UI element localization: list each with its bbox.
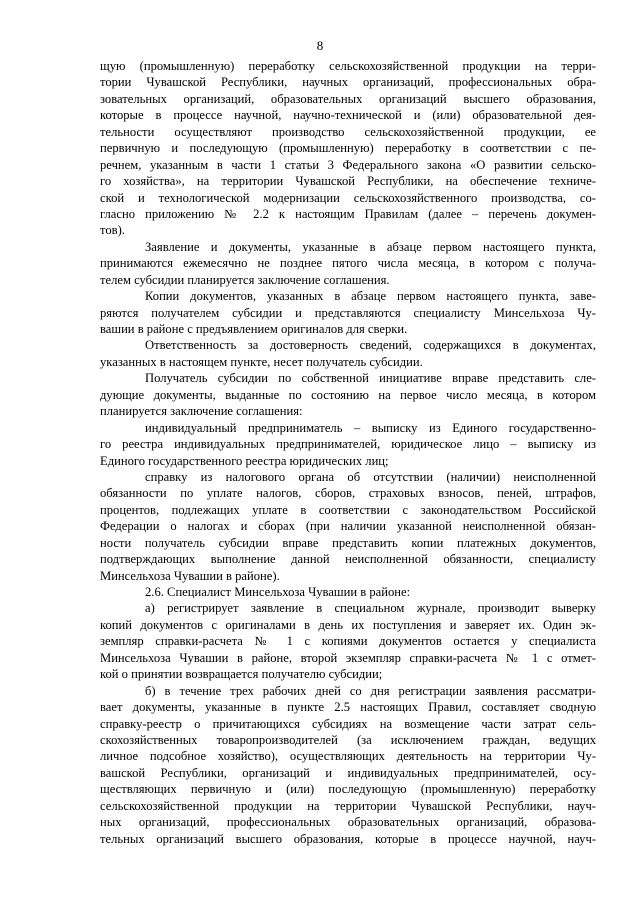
paragraph bbox=[100, 600, 596, 682]
text-line: б) в течение трех рабочих дней со дня регистрации заявления рассматри- bbox=[145, 683, 596, 698]
text-line: принимаются ежемесячно не позднее пятого числа месяца, в котором с получа- bbox=[100, 256, 596, 271]
document-body bbox=[100, 58, 596, 847]
text-line: ных организаций, профессиональных образовательных организаций, образова- bbox=[100, 815, 596, 830]
paragraph bbox=[100, 239, 596, 288]
text-line: подтверждающих выполнение данной неисполненной обязанности, специалисту bbox=[100, 552, 596, 567]
text-line: ществляющих первичную и (или) последующую (промышленную) переработку bbox=[100, 782, 596, 797]
text-line: индивидуальный предприниматель – выписку из Единого государственно- bbox=[145, 420, 596, 435]
text-line: гласно приложению № 2.2 к настоящим Правилам (далее – перечень докумен- bbox=[100, 206, 596, 221]
text-line: Федерации о налогах и сборах (при наличии указанной неисполненной обязан- bbox=[100, 519, 596, 534]
text-line: вает документы, указанные в пункте 2.5 настоящих Правил, составляет сводную bbox=[100, 700, 596, 715]
text-line: тельных организаций высшего образования, которые в процессе научной, науч- bbox=[100, 831, 596, 846]
text-line: планируется заключение соглашения: bbox=[100, 404, 303, 419]
paragraph bbox=[100, 420, 596, 469]
text-line: первичную и последующую (промышленную) переработку в соответствии с пе- bbox=[100, 141, 596, 156]
text-line: Получатель субсидии по собственной инициативе вправе представить сле- bbox=[145, 371, 596, 386]
text-line: вашии в районе с предъявлением оригиналов для сверки. bbox=[100, 322, 408, 336]
text-line: тельности осуществляют производство сельскохозяйственной продукции, ее bbox=[100, 124, 596, 139]
text-line: го реестра индивидуальных предпринимателей, юридическое лицо – выписку из bbox=[100, 437, 596, 452]
text-line: ряются получателем субсидии и представляются специалисту Минсельхоза Чу- bbox=[100, 305, 596, 320]
text-line: тов). bbox=[100, 223, 125, 238]
text-line: справку из налогового органа об отсутствии (наличии) неисполненной bbox=[145, 469, 596, 484]
text-line: Минсельхоза Чувашии в районе). bbox=[100, 568, 280, 583]
page-number: 8 bbox=[316, 38, 324, 53]
text-line: личное подсобное хозяйство), осуществляющих деятельность на территории Чу- bbox=[100, 749, 596, 764]
paragraph bbox=[100, 370, 596, 419]
text-line: которые в процессе научной, научно-технической и (или) образовательной дея- bbox=[100, 108, 596, 123]
paragraph bbox=[100, 288, 596, 337]
text-line: кой о принятии возвращается получателю субсидии; bbox=[100, 667, 383, 682]
paragraph bbox=[100, 337, 596, 370]
text-line: справку-реестр о причитающихся субсидиях на возмещение части затрат сель- bbox=[100, 716, 596, 731]
text-line: ской и технологической модернизации сельскохозяйственного производства, со- bbox=[100, 190, 596, 205]
paragraph bbox=[100, 58, 596, 239]
text-line: ности получатель субсидии вправе представить копии платежных документов, bbox=[100, 535, 596, 550]
text-line: земпляр справки-расчета № 1 с копиями документов остается у специалиста bbox=[100, 634, 596, 649]
text-line: Заявление и документы, указанные в абзаце первом настоящего пункта, bbox=[145, 239, 596, 254]
text-line: Минсельхоза Чувашии в районе, второй экземпляр справки-расчета № 1 с отмет- bbox=[100, 650, 596, 665]
text-line: Копии документов, указанных в абзаце первом настоящего пункта, заве- bbox=[145, 289, 596, 304]
text-line: Единого государственного реестра юридических лиц; bbox=[100, 453, 389, 468]
paragraph bbox=[100, 584, 596, 600]
text-line: дующие документы, выданные по состоянию на первое число месяца, в котором bbox=[100, 387, 596, 402]
text-line: 2.6. Специалист Минсельхоза Чувашии в районе: bbox=[145, 585, 411, 599]
text-line: указанных в настоящем пункте, несет получатель субсидии. bbox=[100, 354, 423, 369]
text-line: речнем, указанным в части 1 статьи 3 Федерального закона «О развитии сельско- bbox=[100, 157, 596, 172]
text-line: скохозяйственных товаропроизводителей (за исключением граждан, ведущих bbox=[100, 732, 596, 747]
text-line: зовательных организаций, образовательных организаций высшего образования, bbox=[100, 91, 596, 106]
paragraph bbox=[100, 683, 596, 847]
text-line: щую (промышленную) переработку сельскохозяйственной продукции на терри- bbox=[100, 59, 596, 73]
text-line: обязанности по уплате налогов, сборов, страховых взносов, пеней, штрафов, bbox=[100, 486, 596, 501]
text-line: Ответственность за достоверность сведений, содержащихся в документах, bbox=[145, 338, 596, 353]
text-line: процентов, подлежащих уплате в соответствии с законодательством Российской bbox=[100, 502, 596, 517]
text-line: телем субсидии планируется заключение соглашения. bbox=[100, 272, 390, 287]
text-line: вашской Республики, организаций и индивидуальных предпринимателей, осу- bbox=[100, 765, 596, 780]
paragraph bbox=[100, 469, 596, 584]
text-line: го хозяйства», на территории Чувашской Республики, на обеспечение техниче- bbox=[100, 174, 596, 189]
text-line: копий документов с оригиналами в день их поступления и заверяет их. Один эк- bbox=[100, 617, 596, 632]
text-line: тории Чувашской Республики, научных организаций, профессиональных обра- bbox=[100, 75, 596, 90]
text-line: а) регистрирует заявление в специальном журнале, производит выверку bbox=[145, 601, 596, 616]
text-line: сельскохозяйственной продукции на территории Чувашской Республики, науч- bbox=[100, 798, 596, 813]
